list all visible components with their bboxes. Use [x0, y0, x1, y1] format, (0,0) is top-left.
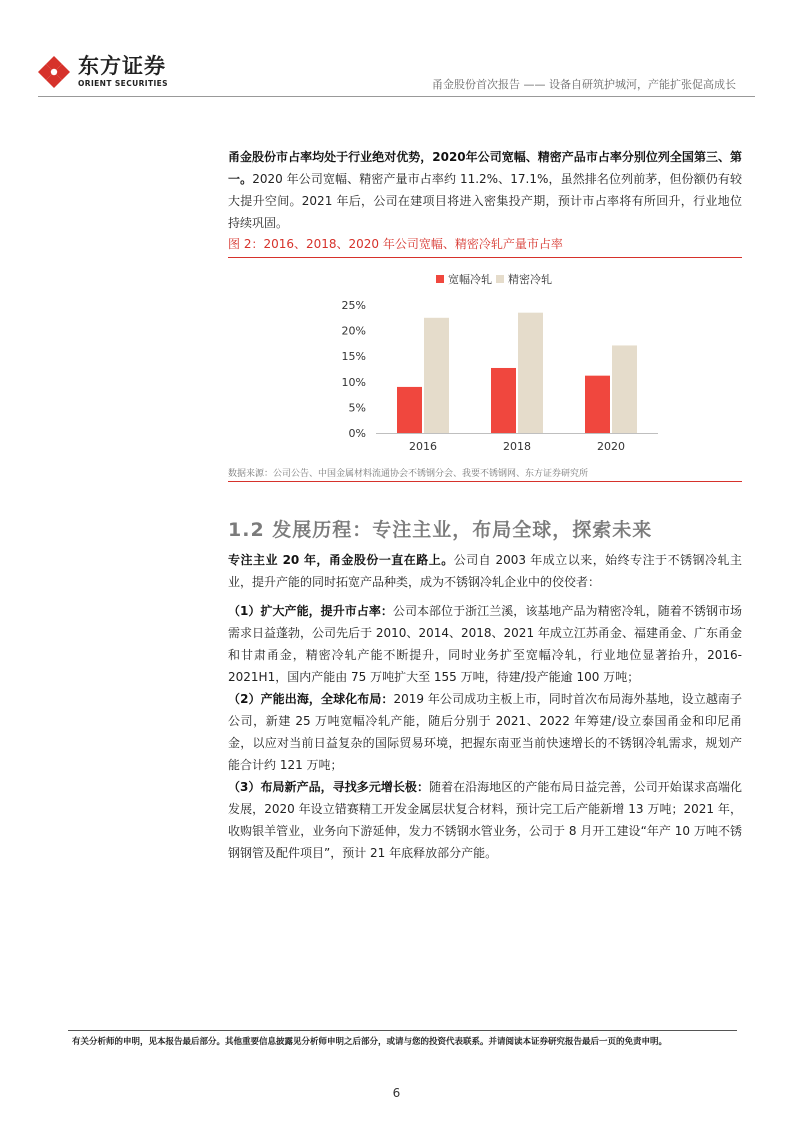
market-share-bar-chart [228, 262, 742, 462]
paragraph-market-share [228, 146, 742, 234]
legend-label-wide: 宽幅冷轧 [448, 273, 492, 286]
bar-wide-2020 [585, 376, 610, 433]
y-tick-label: 25% [341, 299, 366, 312]
bar-wide-2016 [397, 387, 422, 433]
logo-en-text: ORIENT SECURITIES [78, 79, 168, 89]
paragraph-body: 公司自 2003 年成立以来，始终专注于不锈钢冷轧主业，提升产能的同时拓宽产品种类，成为不锈钢冷轧企业中的佼佼者： [228, 553, 742, 589]
bar-group [397, 313, 637, 433]
paragraph-capacity [228, 600, 742, 688]
legend-label-precision: 精密冷轧 [508, 273, 552, 286]
bar-precision-2018 [518, 313, 543, 433]
paragraph-overseas [228, 688, 742, 776]
paragraph-body: 2020 年公司宽幅、精密产量市占率约 11.2%、17.1%，虽然排名位列前茅，但份额仍有较大提升空间。2021 年后，公司在建项目将进入密集投产期，预计市占率将有所回升，行业地位持续巩固。 [228, 172, 742, 230]
paragraph-lead: （2）产能出海，全球化布局： [228, 692, 394, 706]
company-logo [36, 54, 168, 90]
footer-disclaimer: 有关分析师的申明，见本报告最后部分。其他重要信息披露见分析师申明之后部分，或请与您的投资代表联系。并请阅读本证券研究报告最后一页的免责申明。 [72, 1037, 668, 1047]
paragraph-body: 公司本部位于浙江兰溪，该基地产品为精密冷轧，随着不锈钢市场需求日益蓬勃，公司先后于 2010、2014、2018、2021 年成立江苏甬金、福建甬金、广东甬金和甘肃甬金，精密冷轧产能不断提升，同时业务扩至宽幅冷轧，行业地位显著抬升，2016-2021H1，国内产能由 75 万吨扩大至 155 万吨，待建/投产能逾 100 万吨； [228, 604, 742, 684]
paragraph-lead: 专注主业 20 年，甬金股份一直在路上。 [228, 553, 454, 567]
legend-swatch-precision [496, 275, 504, 283]
paragraph-lead: 甬金股份市占率均处于行业绝对优势，2020年公司宽幅、精密产品市占率分别位列全国第三、第一。 [228, 150, 742, 186]
paragraph-lead: （3）布局新产品，寻找多元增长极： [228, 780, 430, 794]
y-tick-label: 15% [341, 350, 366, 364]
report-title: 甬金股份首次报告 —— 设备自研筑护城河，产能扩张促高成长 [432, 78, 736, 91]
paragraph-body: 随着在沿海地区的产能布局日益完善，公司开始谋求高端化发展，2020 年设立错赛精工开发金属层状复合材料，预计完工后产能新增 13 万吨；2021 年，收购银羊管业，业务向下游延伸，发力不锈钢水管业务，公司于 8 月开工建设“年产 10 万吨不锈钢钢管及配件项目”，预计 21 年底释放部分产能。 [228, 780, 742, 860]
y-tick-label: 20% [341, 324, 366, 338]
paragraph-focus [228, 549, 742, 593]
bar-precision-2020 [612, 345, 637, 433]
bar-wide-2018 [491, 368, 516, 433]
figure-bottom-divider [228, 481, 742, 482]
figure-source: 数据来源：公司公告、中国金属材料流通协会不锈钢分会、我要不锈钢网、东方证券研究所 [228, 469, 589, 479]
figure-top-divider [228, 257, 742, 258]
y-axis [342, 299, 366, 440]
page-number: 6 [392, 1086, 401, 1100]
figure-title: 图 2：2016、2018、2020 年公司宽幅、精密冷轧产量市占率 [228, 237, 563, 251]
paragraph-new-products [228, 776, 742, 864]
y-tick-label: 10% [341, 375, 366, 389]
bar-precision-2016 [424, 318, 449, 433]
section-heading: 1.2 发展历程：专注主业，布局全球，探索未来 [228, 519, 653, 541]
header-divider [38, 96, 755, 97]
orient-logo-icon [36, 54, 72, 90]
chart-legend [436, 272, 552, 286]
x-axis [409, 440, 625, 453]
y-tick-label: 0% [348, 427, 366, 440]
x-tick-label: 2018 [503, 440, 531, 453]
logo-cn-text: 东方证券 [78, 54, 166, 79]
x-tick-label: 2020 [597, 440, 625, 453]
x-tick-label: 2016 [409, 440, 437, 453]
paragraph-body: 2019 年公司成功主板上市，同时首次布局海外基地，设立越南子公司，新建 25 万吨宽幅冷轧产能，随后分别于 2021、2022 年筹建/设立泰国甬金和印尼甬金，以应对当前日益复杂的国际贸易环境，把握东南亚当前快速增长的不锈钢冷轧需求，规划产能合计约 121 万吨； [228, 692, 742, 772]
y-tick-label: 5% [348, 401, 366, 415]
footer-divider [68, 1030, 737, 1031]
paragraph-lead: （1）扩大产能，提升市占率： [228, 604, 393, 618]
legend-swatch-wide [436, 275, 444, 283]
